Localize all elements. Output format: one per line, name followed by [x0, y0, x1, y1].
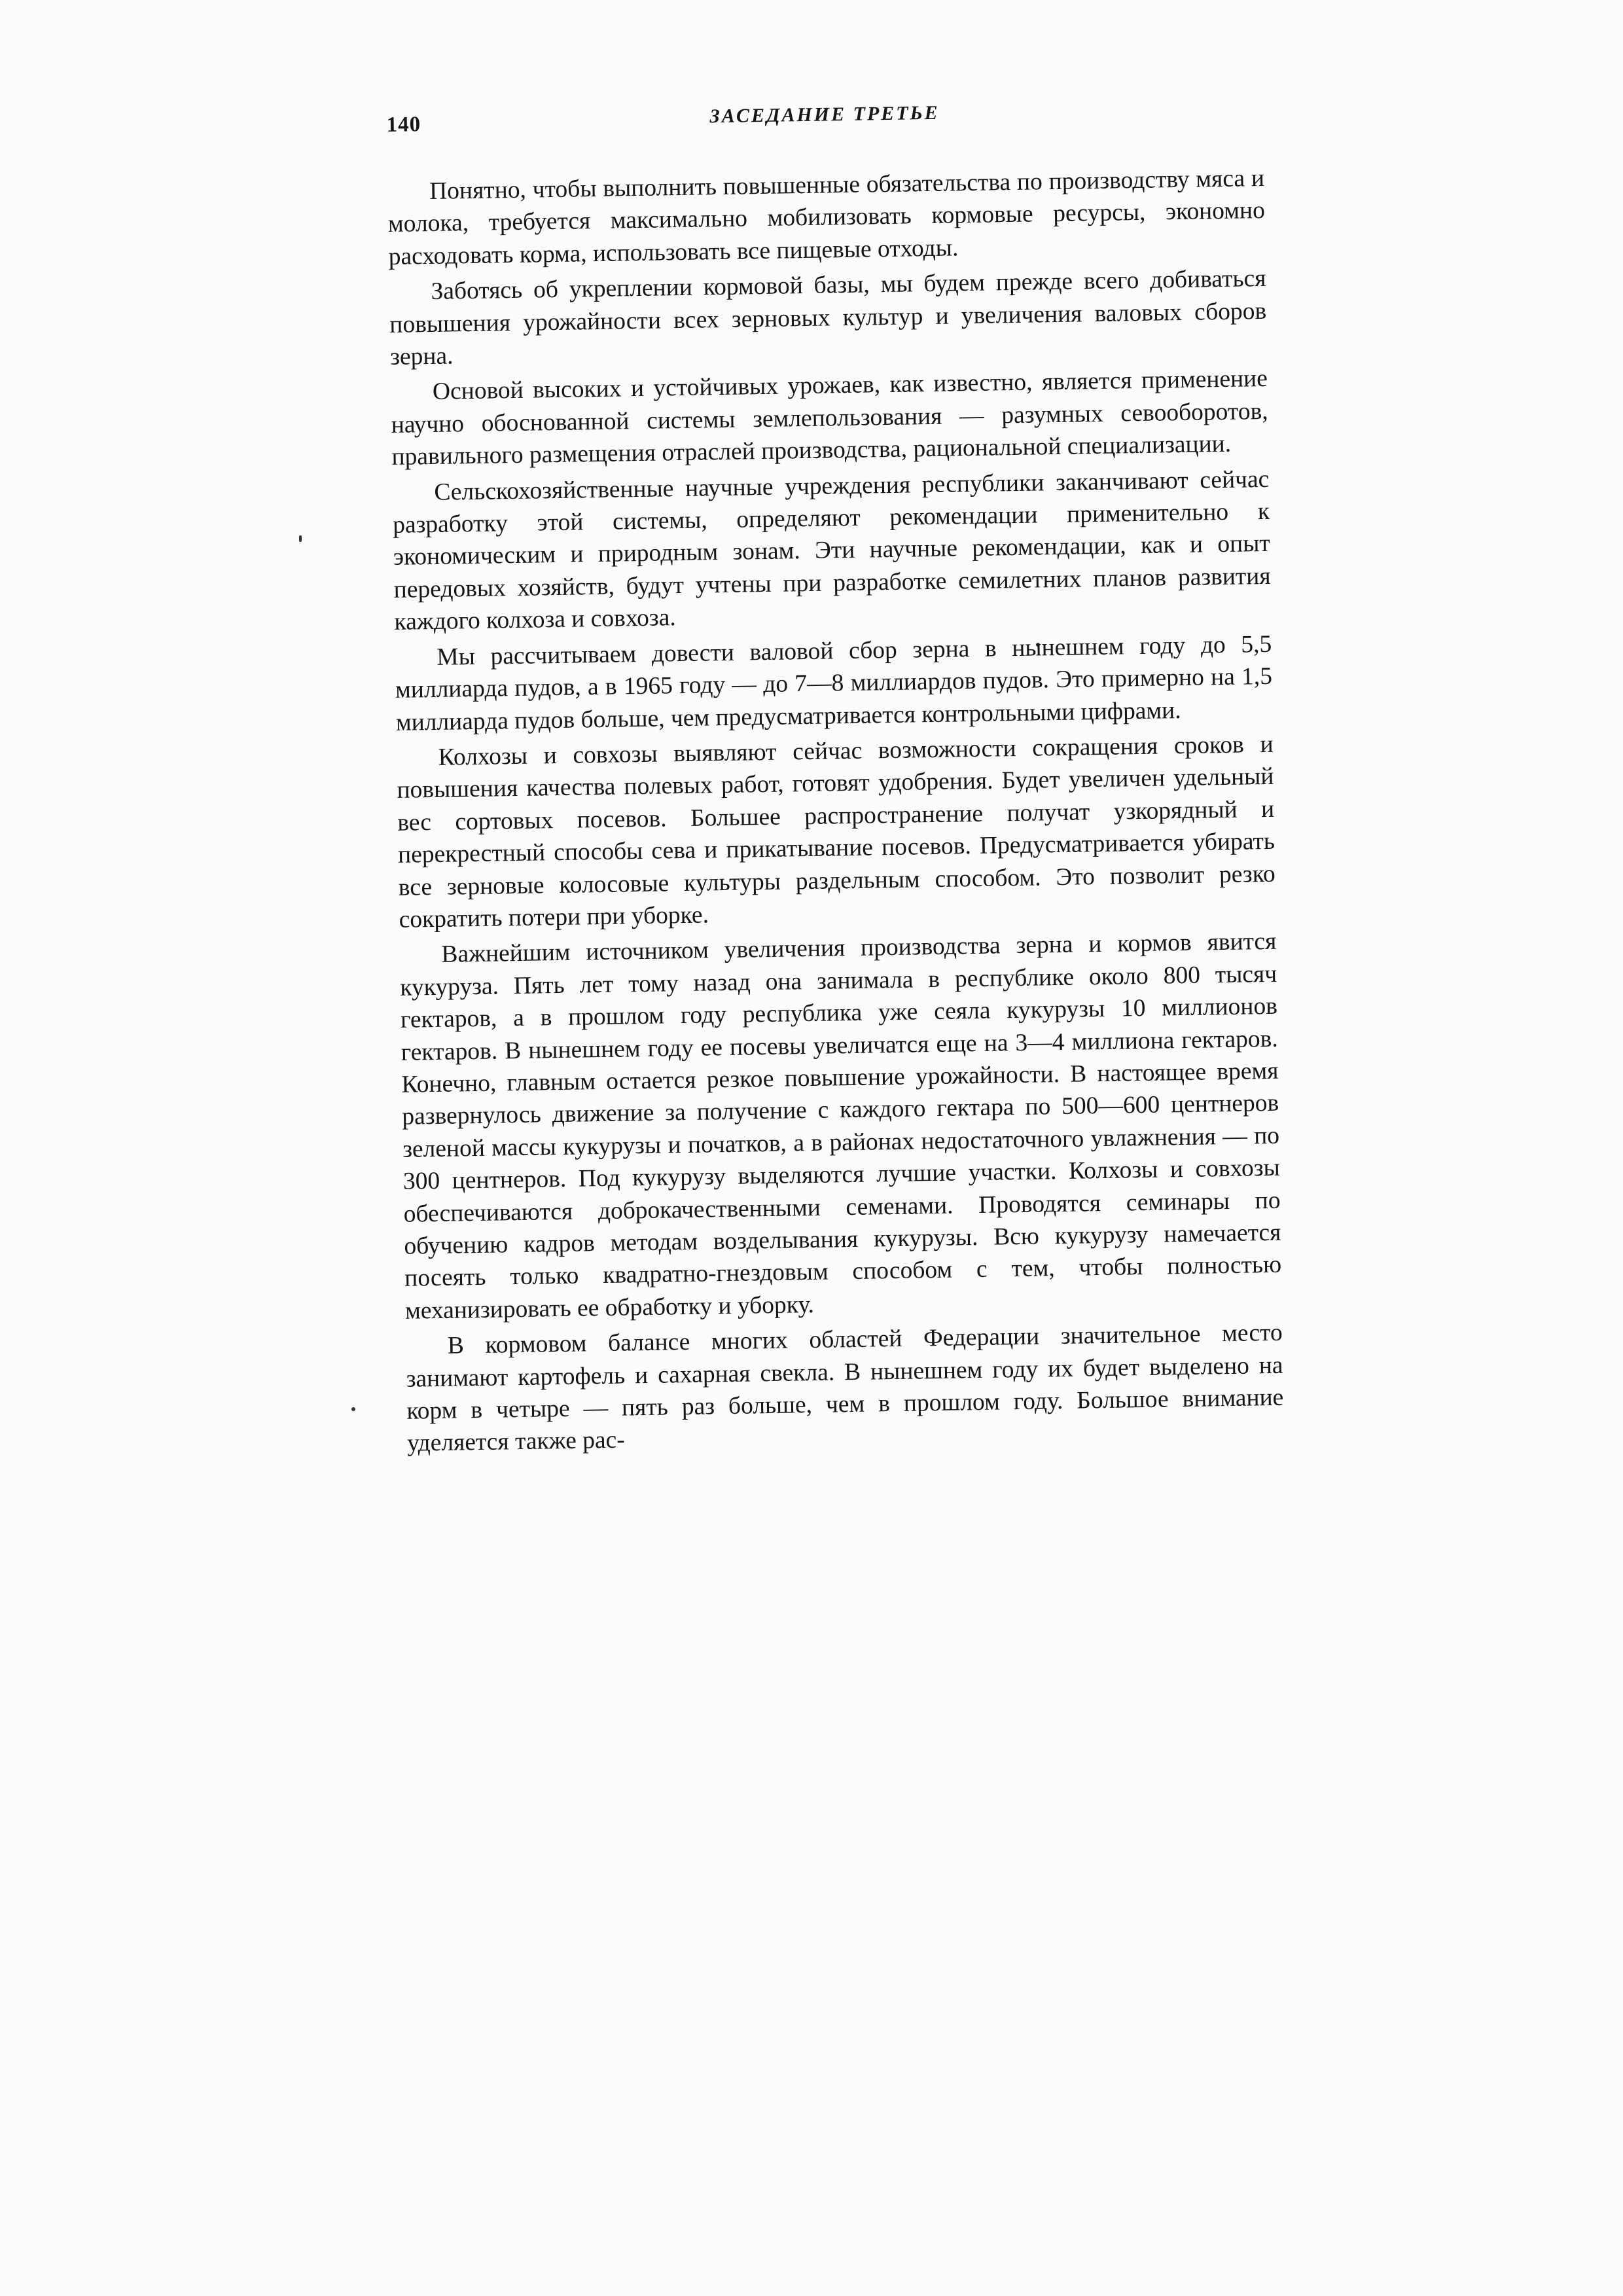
paragraph: Колхозы и совхозы выявляют сейчас возможности сокращения сроков и повышения качества полевых работ, готовят удобрения. Будет увеличен удельный вес сортовых посевов. Большее распространение получат узкорядный и перекрестный способы сева и прикатывание посевов. Предусматривается убирать все зерновые колосовые культуры раздельным способом. Это позволит резко сократить потери при уборке. [397, 730, 1276, 933]
chapter-title: ЗАСЕДАНИЕ ТРЕТЬЕ [709, 101, 940, 128]
paragraph: Основой высоких и устойчивых урожаев, как известно, является применение научно обоснованной системы землепользования — разумных севооборотов, правильного размещения отраслей производства, рациональной специализации. [391, 365, 1268, 471]
paragraph: Понятно, чтобы выполнить повышенные обязательства по производству мяса и молока, требуется максимально мобилизовать кормовые ресурсы, экономно расходовать корма, использовать все пищевые отходы. [387, 164, 1266, 270]
paragraph: Мы рассчитываем довести валовой сбор зерна в нынешнем году до 5,5 миллиарда пудов, а в 1965 году — до 7—8 миллиардов пудов. Это примерно на 1,5 миллиарда пудов больше, чем предусматривается контрольными цифрами. [395, 630, 1273, 736]
text-block [386, 88, 1285, 1463]
scan-speck [351, 1407, 355, 1411]
running-head [386, 88, 1264, 147]
paragraph: Важнейшим источником увеличения производства зерна и кормов явится кукуруза. Пять лет тому назад она занимала в республике около 800 тысяч гектаров, а в прошлом году республика уже сеяла кукурузы 10 миллионов гектаров. В нынешнем году ее посевы увеличатся еще на 3—4 миллиона гектаров. Конечно, главным остается резкое повышение урожайности. В настоящее время развернулось движение за получение с каждого гектара по 500—600 центнеров зеленой массы кукурузы и початков, а в районах недостаточного увлажнения — по 300 центнеров. Под кукурузу выделяются лучшие участки. Колхозы и совхозы обеспечиваются доброкачественными семенами. Проводятся семинары по обучению кадров методам возделывания кукурузы. Всю кукурузу намечается посеять только квадратно-гнездовым способом с тем, чтобы полностью механизировать ее обработку и уборку. [399, 928, 1282, 1325]
paragraph: В кормовом балансе многих областей Федерации значительное место занимают картофель и сахарная свекла. В нынешнем году их будет выделено на корм в четыре — пять раз больше, чем в прошлом году. Большое внимание уделяется также рас- [406, 1319, 1284, 1458]
paragraph: Заботясь об укреплении кормовой базы, мы будем прежде всего добиваться повышения урожайности всех зерновых культур и увеличения валовых сборов зерна. [389, 265, 1267, 370]
paragraph: Сельскохозяйственные научные учреждения республики заканчивают сейчас разработку этой системы, определяют рекомендации применительно к экономическим и природным зонам. Эти научные рекомендации, как и опыт передовых хозяйств, будут учтены при разработке семилетних планов развития каждого колхоза и совхоза. [392, 465, 1271, 636]
body-text [387, 162, 1285, 1460]
scan-speck [299, 535, 302, 542]
page-number: 140 [386, 113, 421, 137]
